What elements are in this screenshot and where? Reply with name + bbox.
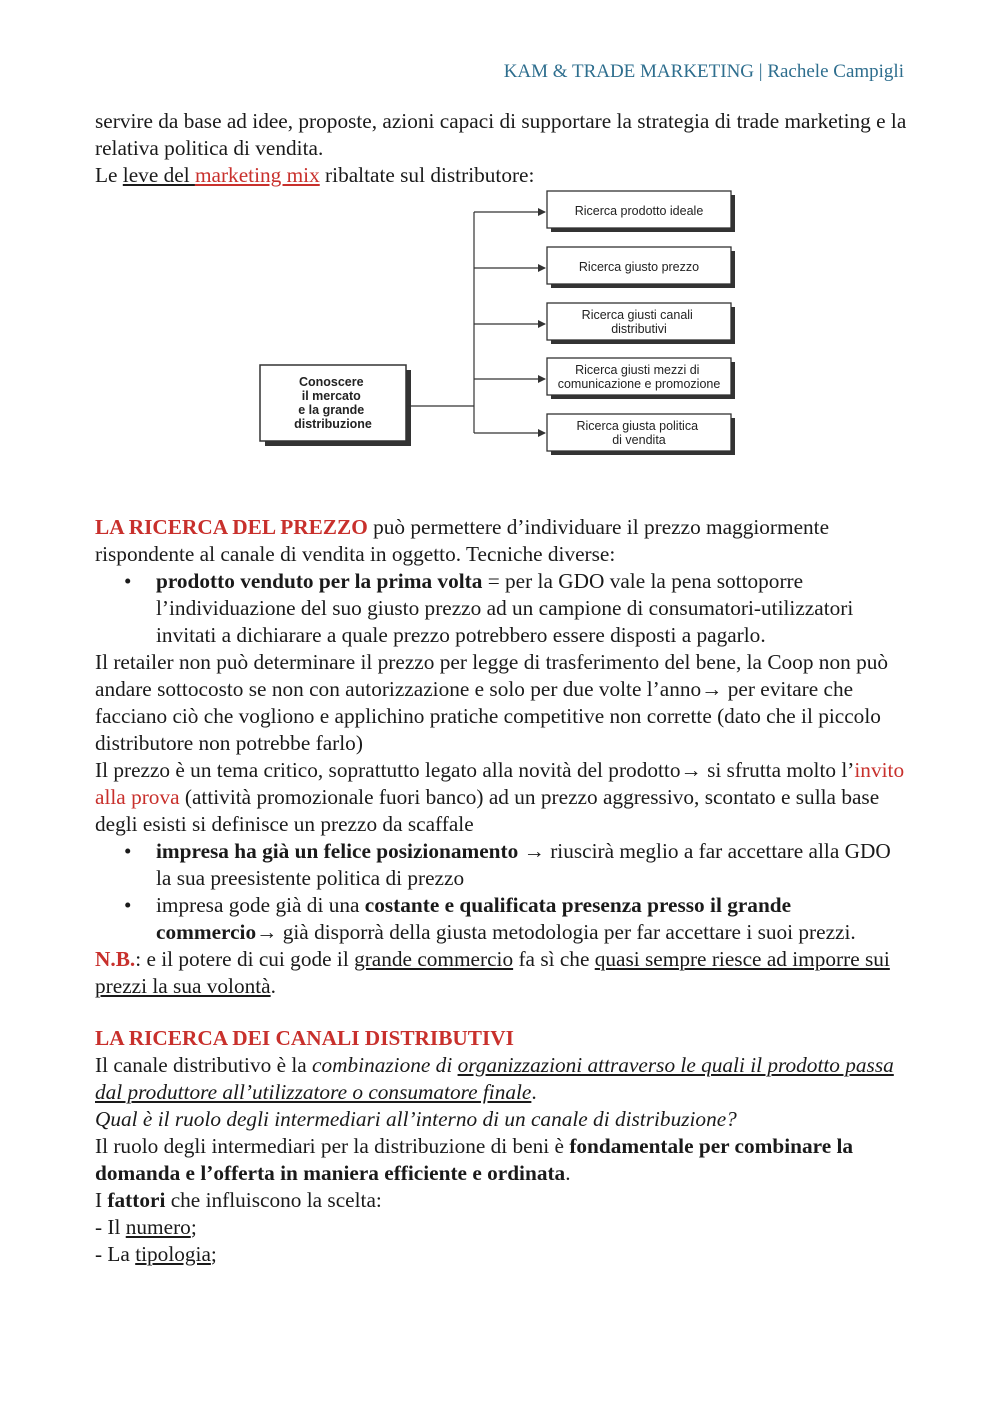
source-line: il mercato	[301, 389, 361, 403]
svg-text:Conoscere il mercato	[294, 375, 372, 431]
canali-fattori: I fattori che influiscono la scelta:	[95, 1188, 382, 1212]
page-header: KAM & TRADE MARKETING | Rachele Campigli	[503, 61, 904, 82]
intro-paragraph: servire da base ad idee, proposte, azioni capaci di supportare la strategia di trade marketing e la relativa politica di vendita.	[95, 109, 907, 160]
prezzo-paragraph-retailer: Il retailer non può determinare il prezzo per legge di trasferimento del bene, la Coop non può andare sottocosto se non con autorizzazione e solo per due volte l’anno→ per evitare che facciano ciò che vogliono e applichino pratiche competitive non corrette (dato che il piccolo distributore non potrebbe farlo)	[95, 650, 889, 755]
marketing-mix-link: marketing mix	[194, 163, 320, 187]
nb-label: N.B.	[95, 947, 136, 971]
source-line: e la grande	[298, 403, 365, 417]
prezzo-bullets-2	[95, 838, 907, 946]
canali-definition: Il canale distributivo è la combinazione di organizzazioni attraverso le quali il prodotto passa dal produttore all’utilizzatore o consumatore finale.	[95, 1053, 894, 1104]
list-item: • impresa ha già un felice posizionamento → riuscirà meglio a far accettare alla GDO la sua preesistente politica di prezzo	[156, 838, 907, 892]
list-item: • impresa gode già di una costante e qualificata presenza presso il grande commercio→ già disporrà della giusta metodologia per far accettare i suoi prezzi.	[156, 892, 907, 946]
invito-alla-prova: invito alla prova	[95, 758, 905, 809]
svg-text:Ricerca giusto prezzo: Ricerca giusto prezzo	[578, 260, 700, 274]
section-heading-canali: LA RICERCA DEI CANALI DISTRIBUTIVI	[95, 1026, 514, 1050]
diagram-connectors	[406, 212, 545, 433]
fattori-item-tipologia: - La tipologia;	[95, 1242, 217, 1266]
diagram-target-5	[547, 414, 735, 455]
leve-link: leve del	[122, 163, 195, 187]
svg-text:Ricerca giusti canali: Ricerca giusti canali distributivi	[581, 308, 693, 336]
fattori-item-numero: - Il numero;	[95, 1215, 197, 1239]
source-line: Conoscere	[298, 375, 364, 389]
leve-line: Le leve del marketing mix ribaltate sul distributore:	[95, 163, 535, 187]
canali-question: Qual è il ruolo degli intermediari all’interno di un canale di distribuzione?	[95, 1107, 737, 1131]
prezzo-intro: LA RICERCA DEL PREZZO può permettere d’individuare il prezzo maggiormente rispondente al canale di vendita in oggetto. Tecniche diverse:	[95, 515, 830, 566]
nb-note: N.B.: e il potere di cui gode il grande commercio fa sì che quasi sempre riesce ad imporre sui prezzi la sua volontà.	[95, 947, 890, 998]
section-heading-prezzo: LA RICERCA DEL PREZZO	[95, 515, 368, 539]
marketing-mix-diagram	[95, 189, 907, 487]
diagram-source-box	[260, 365, 411, 446]
diagram-target-4	[547, 358, 735, 399]
diagram-target-1	[547, 191, 735, 232]
svg-text:Ricerca giusta politica: Ricerca giusta politica di vendita	[576, 419, 699, 447]
prezzo-bullets-1	[95, 568, 907, 649]
canali-ruolo: Il ruolo degli intermediari per la distribuzione di beni è fondamentale per combinare la domanda e l’offerta in maniera efficiente e ordinata.	[95, 1134, 854, 1185]
diagram-target-3	[547, 303, 735, 344]
svg-text:Ricerca prodotto ideale: Ricerca prodotto ideale	[574, 204, 704, 218]
diagram-target-2	[547, 247, 735, 288]
list-item: • prodotto venduto per la prima volta = per la GDO vale la pena sottoporre l’individuazione del suo giusto prezzo ad un campione di consumatori-utilizzatori invitati a dichiarare a quale prezzo potrebbero essere disposti a pagarlo.	[156, 568, 907, 649]
source-line: distribuzione	[294, 417, 372, 431]
prezzo-paragraph-critico: Il prezzo è un tema critico, soprattutto legato alla novità del prodotto→ si sfrutta molto l’invito alla prova (attività promozionale fuori banco) ad un prezzo aggressivo, scontato e sulla base degli esisti si definisce un prezzo da scaffale	[95, 758, 905, 836]
svg-text:Ricerca giusti mezzi di: Ricerca giusti mezzi di comunicazione e promozione	[557, 363, 721, 391]
document-body	[95, 108, 907, 1268]
